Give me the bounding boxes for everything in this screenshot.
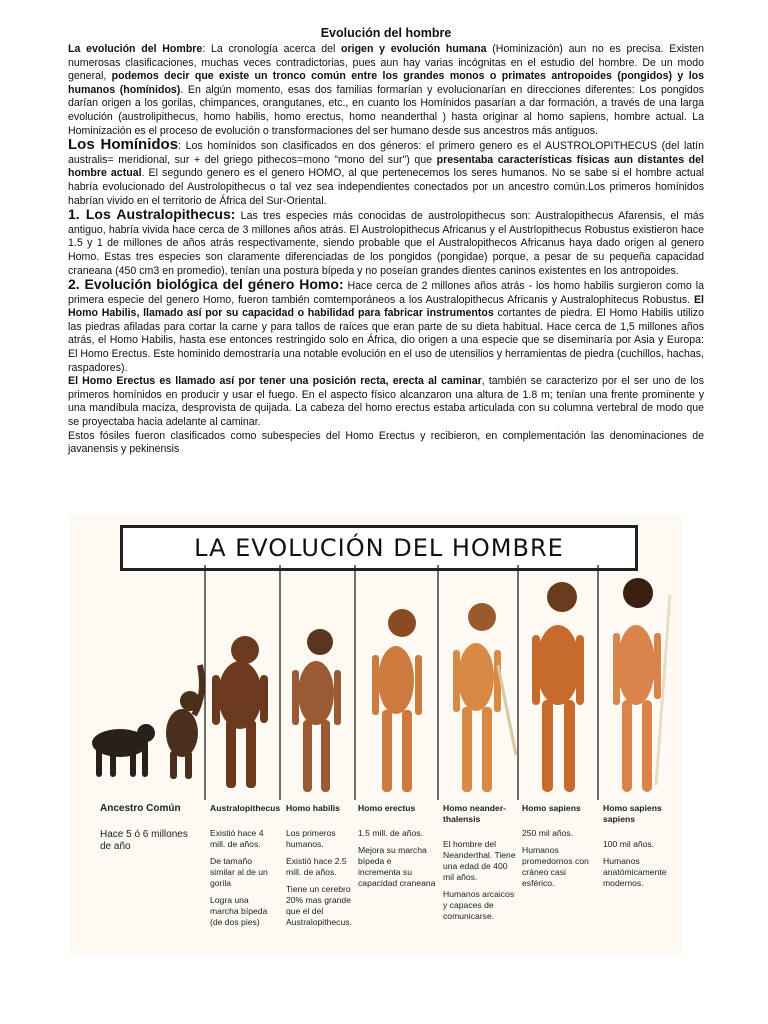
- page-title: Evolución del hombre: [320, 26, 452, 40]
- evolution-figure: [70, 515, 682, 955]
- column-text: Existió hace 4 mill. de años.: [210, 828, 264, 849]
- text-span: , también se caracterizo por el ser uno de los primeros homínidos en producir y usar el fuego. En el aspecto físico alcanzaron una altura de 1.8 m; tenían una frente prominente y una mandíbula maciza, desprovista de quijada. La cabeza del homo erectus estaba articulada con su columna vertebral de modo que se proyectaba hacia adelante al caminar.: [68, 375, 704, 429]
- bold-span: podemos decir que existe un tronco común entre los grandes monos o primates antropoides (pongidos) y los humanos (homínidos): [68, 70, 704, 96]
- column-label: Homo sapiens: [522, 803, 581, 813]
- text-span: Estos fósiles fueron clasificados como subespecies del Homo Erectus y recibieron, en complementación las denominaciones de javanensis y pekinensis: [68, 429, 704, 456]
- column-text: 250 mil años.: [522, 828, 574, 838]
- text-span: . El segundo genero es el genero HOMO, al que pertenecemos los seres humanos. No se sabe si el hombre actual habría evolucionado del Austrolopithecus o tal vez sea independientes conectados por un ancestro común.Los primeros homínidos habrían vivido en el territorio de África del Sur-Oriental.: [68, 167, 704, 207]
- column-text: Humanos promedornos con cráneo casi esférico.: [522, 845, 589, 888]
- figure-banner-text: LA EVOLUCIÓN DEL HOMBRE: [194, 534, 564, 562]
- column-ancestor: [100, 803, 200, 859]
- column-homo-erectus: [358, 803, 436, 895]
- column-text: Existió hace 2.5 mill. de años.: [286, 856, 347, 877]
- column-text: Mejora su marcha bípeda e incrementa su capacidad craneana: [358, 845, 436, 888]
- text-span: Las tres especies más conocidas de austrolopithecus son: Australopithecus Afarensis, el más antiguo, habría vivida hace cerca de 3 millones años atrás. El Austrolopithecus Africanus y el Austrlopithecus Robustus existieron hace 1.5 y 1 de millones de años atrás respectivamente, siendo probable que el Australopithecos Africanus haya dado origen al genero Homo. Estas tres especies son claramente diferenciadas de los pongidos (pongidae) porque, a pesar de su pequeña capacidad craneana (450 cm3 en promedio), tenían una postura bípeda y no poseían grandes dientes caninos existentes en los antropoides.: [68, 210, 704, 277]
- column-text: 1.5 mill. de años.: [358, 828, 423, 838]
- column-label: Ancestro Común: [100, 803, 181, 814]
- column-homo-sapiens: [522, 803, 596, 895]
- paragraph-homo-erectus: [68, 375, 704, 429]
- column-text: Hace 5 ó 6 millones de año: [100, 829, 188, 852]
- column-text: 100 mil años.: [603, 839, 655, 849]
- heading-hominidos: Los Homínidos: [68, 136, 179, 154]
- heading-genero-homo: 2. Evolución biológica del género Homo:: [68, 276, 344, 293]
- column-label: Homo sapiens sapiens: [603, 803, 662, 824]
- paragraph-fosiles: [68, 430, 704, 457]
- column-homo-sapiens-sapiens: [603, 803, 679, 895]
- paragraph-hominidos: [68, 138, 704, 208]
- column-homo-habilis: [286, 803, 354, 934]
- column-label: Australopithecus: [210, 803, 281, 813]
- text-span: . En algún momento, esas dos familias formarían y evolucionarían en direcciones diferentes: Los pongidos darían origen a los gorilas, chimpances, orangutanes, etc., en cuanto los Homínidos pasarían a dar formación, a través de una larga evolución (austrolipithecus, homo habilis, homo erectus, homo neanderthal ) hasta originar al homo sapiens, hombre actual. La Hominización es el proceso de evolución o transformaciones del ser humano desde sus ancestros más antiguos.: [68, 83, 705, 137]
- text-span: Hace cerca de 2 millones años atrás - los homo habilis surgieron como la primera especie del genero Homo, fueron también comtemporáneos a los Australopithecus Africanis y Australophitecus Robustus.: [68, 280, 704, 306]
- document-body: [68, 26, 704, 457]
- figure-ancestor: [92, 665, 202, 779]
- figure-homo-neanderthalensis: [453, 603, 516, 792]
- paragraph-genero-homo: [68, 278, 704, 375]
- bold-span: El Homo Erectus es llamado así por tener una posición recta, erecta al caminar: [68, 375, 482, 388]
- bold-span: El Homo Habilis, llamado así por su capacidad o habilidad para fabricar instrumentos: [68, 293, 704, 320]
- column-label: Homo erectus: [358, 803, 416, 813]
- text-span: cortantes de piedra. El Homo Habilis utilizo las piedras afiladas para cortar la carne y para tallos de raíces que eran parte de su dieta habitual. Hace cerca de 1,5 millones años atrás, el Homo Habilis, hasta ese entonces restringido solo en África, dio origen a una especie que se diseminaría por Asia y Europa: El Homo Erectus. Este hominido demostraría una notable evolución en el uso de utensilios y herramientas de piedra (cuchillos, hachas, raspadores).: [68, 307, 704, 374]
- column-label: Homo neander-thalensis: [443, 803, 507, 824]
- column-homo-neanderthalensis: [443, 803, 517, 928]
- figure-homo-sapiens-sapiens: [613, 578, 670, 792]
- heading-australopithecus: 1. Los Australopithecus:: [68, 206, 236, 223]
- column-text: El hombre del Neanderthal. Tiene una edad de 400 mil años.: [443, 839, 516, 882]
- column-text: Los primeros humanos.: [286, 828, 336, 849]
- figure-homo-erectus: [372, 609, 422, 792]
- figure-homo-sapiens: [532, 582, 584, 792]
- column-text: Tiene un cerebro 20% mas grande que el del Australopithecus.: [286, 884, 352, 927]
- bold-span: presentaba características físicas aun distantes del hombre actual: [68, 153, 704, 180]
- column-label: Homo habilis: [286, 803, 340, 813]
- figure-australopithecus: [212, 636, 268, 788]
- intro-lead: La evolución del Hombre: [68, 43, 203, 55]
- text-span: : La cronología acerca del: [202, 43, 342, 55]
- column-text: Logra una marcha bípeda (de dos pies): [210, 895, 268, 927]
- column-text: Humanos arcaicos y capaces de comunicarse.: [443, 889, 515, 921]
- bold-span: origen y evolución humana: [341, 43, 487, 55]
- paragraph-intro: [68, 43, 704, 138]
- column-australopithecus: [210, 803, 281, 934]
- paragraph-australopithecus: [68, 208, 704, 278]
- column-text: De tamaño similar al de un gorila: [210, 856, 268, 888]
- text-span: (Hominización) aun no es precisa. Existen numerosas clasificaciones, muchas veces contradictorias, pues aun hay varias incógnitas en el estudio del hombre. De un modo general,: [68, 43, 704, 83]
- text-span: : Los homínidos son clasificados en dos géneros: el primero genero es el AUSTROLOPITHECUS (del latín australis= meridional, sur + del griego pithecos=mono "mono del sur") que: [68, 140, 704, 166]
- figure-homo-habilis: [292, 629, 341, 792]
- column-text: Humanos anatómicamente modernos.: [603, 856, 667, 888]
